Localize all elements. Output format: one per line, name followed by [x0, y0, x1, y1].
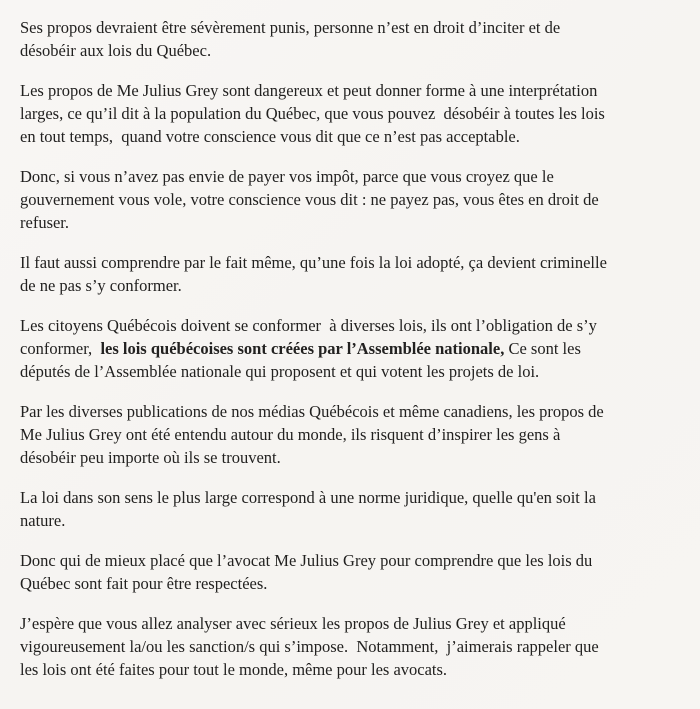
- paragraph: [20, 612, 672, 681]
- text-segment: La loi dans son sens le plus large correspond à une norme juridique, quelle qu'en soit la: [20, 488, 596, 507]
- text-segment: désobéir peu importe où ils se trouvent.: [20, 448, 281, 467]
- text-segment: Les propos de Me Julius Grey sont dangereux et peut donner forme à une interprétation: [20, 81, 598, 100]
- text-segment: Ce sont les: [504, 339, 581, 358]
- paragraph: [20, 16, 672, 62]
- text-line: [20, 400, 672, 423]
- text-segment: conformer,: [20, 339, 101, 358]
- text-line: [20, 16, 672, 39]
- text-segment: vigoureusement la/ou les sanction/s qui s’impose. Notamment, j’aimerais rappeler que: [20, 637, 599, 656]
- text-line: [20, 39, 672, 62]
- text-segment: Il faut aussi comprendre par le fait même, qu’une fois la loi adopté, ça devient criminelle: [20, 253, 607, 272]
- text-segment: de ne pas s’y conformer.: [20, 276, 182, 295]
- text-line: [20, 360, 672, 383]
- text-line: [20, 188, 672, 211]
- text-line: [20, 446, 672, 469]
- text-segment: députés de l’Assemblée nationale qui proposent et qui votent les projets de loi.: [20, 362, 540, 381]
- text-line: [20, 337, 672, 360]
- paragraph: [20, 165, 672, 234]
- text-line: [20, 549, 672, 572]
- paragraph: [20, 486, 672, 532]
- text-line: [20, 572, 672, 595]
- text-line: [20, 612, 672, 635]
- text-segment: J’espère que vous allez analyser avec sérieux les propos de Julius Grey et appliqué: [20, 614, 566, 633]
- text-segment: Les citoyens Québécois doivent se conformer à diverses lois, ils ont l’obligation de s’y: [20, 316, 597, 335]
- text-segment: en tout temps, quand votre conscience vous dit que ce n’est pas acceptable.: [20, 127, 520, 146]
- text-segment: Donc, si vous n’avez pas envie de payer vos impôt, parce que vous croyez que le: [20, 167, 554, 186]
- text-line: [20, 125, 672, 148]
- paragraph: [20, 79, 672, 148]
- text-segment: Ses propos devraient être sévèrement punis, personne n’est en droit d’inciter et de: [20, 18, 561, 37]
- text-line: [20, 165, 672, 188]
- text-line: [20, 274, 672, 297]
- text-line: [20, 79, 672, 102]
- text-segment: Donc qui de mieux placé que l’avocat Me Julius Grey pour comprendre que les lois du: [20, 551, 593, 570]
- text-segment: refuser.: [20, 213, 70, 232]
- text-segment: Par les diverses publications de nos médias Québécois et même canadiens, les propos de: [20, 402, 604, 421]
- text-segment: Me Julius Grey ont été entendu autour du monde, ils risquent d’inspirer les gens à: [20, 425, 561, 444]
- text-line: [20, 486, 672, 509]
- text-segment: larges, ce qu’il dit à la population du Québec, que vous pouvez désobéir à toutes les lois: [20, 104, 605, 123]
- text-line: [20, 423, 672, 446]
- text-line: [20, 211, 672, 234]
- text-line: [20, 658, 672, 681]
- text-segment: gouvernement vous vole, votre conscience vous dit : ne payez pas, vous êtes en droit de: [20, 190, 599, 209]
- text-line: [20, 251, 672, 274]
- paragraph: [20, 400, 672, 469]
- paragraph: [20, 251, 672, 297]
- text-line: [20, 102, 672, 125]
- text-line: [20, 635, 672, 658]
- text-segment: Québec sont fait pour être respectées.: [20, 574, 268, 593]
- paragraph: [20, 549, 672, 595]
- paragraph: [20, 314, 672, 383]
- text-segment: les lois ont été faites pour tout le monde, même pour les avocats.: [20, 660, 448, 679]
- text-segment: désobéir aux lois du Québec.: [20, 41, 212, 60]
- bold-text-segment: les lois québécoises sont créées par l’Assemblée nationale,: [100, 339, 505, 358]
- text-line: [20, 509, 672, 532]
- text-line: [20, 314, 672, 337]
- text-segment: nature.: [20, 511, 66, 530]
